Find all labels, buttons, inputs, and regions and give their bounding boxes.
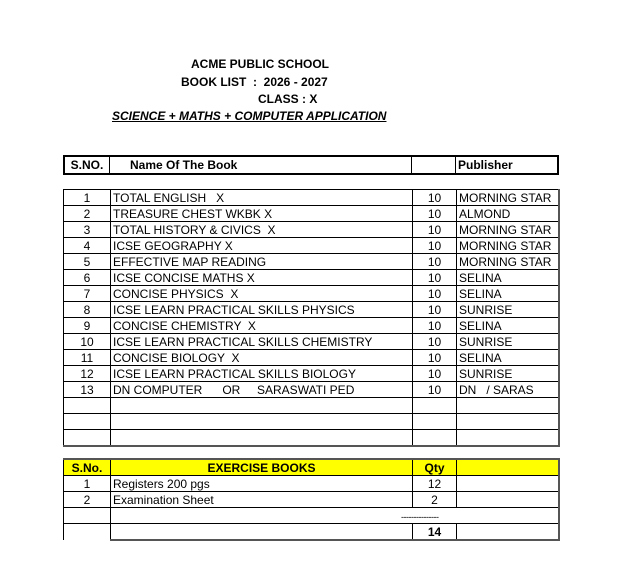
book-row	[64, 254, 560, 270]
book-name	[111, 430, 413, 447]
book-sno: 8	[64, 302, 111, 318]
book-qty: 10	[413, 350, 457, 366]
book-row	[64, 430, 560, 447]
exercise-total-row	[64, 524, 560, 541]
book-row	[64, 190, 560, 206]
book-qty: 10	[413, 382, 457, 398]
book-sno	[64, 430, 111, 447]
book-qty: 10	[413, 366, 457, 382]
book-name: ICSE LEARN PRACTICAL SKILLS CHEMISTRY	[111, 334, 413, 350]
book-row	[64, 350, 560, 366]
book-sno	[64, 398, 111, 414]
book-qty: 10	[413, 318, 457, 334]
book-sno: 6	[64, 270, 111, 286]
exercise-header-row	[64, 459, 560, 476]
book-publisher	[457, 398, 560, 414]
book-publisher	[457, 414, 560, 430]
book-publisher: SELINA	[457, 350, 560, 366]
exercise-extra	[457, 492, 560, 508]
blank-cell	[111, 508, 560, 524]
book-publisher: ALMOND	[457, 206, 560, 222]
book-sno: 11	[64, 350, 111, 366]
book-name: DN COMPUTER OR SARASWATI PED	[111, 382, 413, 398]
blank-cell	[457, 524, 560, 541]
book-qty: 10	[413, 206, 457, 222]
book-row	[64, 318, 560, 334]
exercise-header-sno: S.No.	[64, 459, 111, 476]
book-publisher: MORNING STAR	[457, 190, 560, 206]
exercise-name: Registers 200 pgs	[111, 476, 413, 492]
book-row	[64, 238, 560, 254]
exercise-header-extra	[457, 459, 560, 476]
school-name: ACME PUBLIC SCHOOL	[191, 57, 329, 71]
total-separator-dashes: ---------------	[401, 512, 439, 522]
book-sno	[64, 414, 111, 430]
book-qty	[413, 430, 457, 447]
book-publisher: SUNRISE	[457, 334, 560, 350]
book-list-year: BOOK LIST : 2026 - 2027	[181, 75, 328, 89]
blank-cell	[111, 524, 413, 541]
stream-label: SCIENCE + MATHS + COMPUTER APPLICATION	[112, 109, 387, 123]
book-name: ICSE LEARN PRACTICAL SKILLS BIOLOGY	[111, 366, 413, 382]
book-qty: 10	[413, 238, 457, 254]
exercise-extra	[457, 476, 560, 492]
book-name: CONCISE PHYSICS X	[111, 286, 413, 302]
book-sno: 2	[64, 206, 111, 222]
book-publisher: MORNING STAR	[457, 238, 560, 254]
exercise-sno: 1	[64, 476, 111, 492]
book-publisher: SUNRISE	[457, 366, 560, 382]
book-name: TOTAL ENGLISH X	[111, 190, 413, 206]
book-row	[64, 302, 560, 318]
exercise-name: Examination Sheet	[111, 492, 413, 508]
book-qty	[413, 414, 457, 430]
book-publisher: MORNING STAR	[457, 222, 560, 238]
exercise-separator-row	[64, 508, 560, 524]
exercise-row	[64, 492, 560, 508]
book-row	[64, 222, 560, 238]
book-publisher: SUNRISE	[457, 302, 560, 318]
exercise-header-qty: Qty	[413, 459, 457, 476]
book-qty: 10	[413, 190, 457, 206]
book-publisher: SELINA	[457, 318, 560, 334]
book-publisher	[457, 430, 560, 447]
exercise-header-name: EXERCISE BOOKS	[111, 459, 413, 476]
book-name	[111, 414, 413, 430]
book-qty: 10	[413, 302, 457, 318]
book-publisher: SELINA	[457, 286, 560, 302]
exercise-total: 14	[413, 524, 457, 541]
book-row	[64, 414, 560, 430]
book-qty	[413, 398, 457, 414]
book-sno: 10	[64, 334, 111, 350]
book-name: TOTAL HISTORY & CIVICS X	[111, 222, 413, 238]
book-row	[64, 382, 560, 398]
book-sno: 12	[64, 366, 111, 382]
book-row	[64, 286, 560, 302]
book-qty: 10	[413, 270, 457, 286]
book-sno: 7	[64, 286, 111, 302]
book-sno: 1	[64, 190, 111, 206]
book-name: ICSE CONCISE MATHS X	[111, 270, 413, 286]
book-row	[64, 366, 560, 382]
book-sno: 3	[64, 222, 111, 238]
book-name: ICSE LEARN PRACTICAL SKILLS PHYSICS	[111, 302, 413, 318]
book-name: TREASURE CHEST WKBK X	[111, 206, 413, 222]
book-row	[64, 334, 560, 350]
book-qty: 10	[413, 334, 457, 350]
book-qty: 10	[413, 286, 457, 302]
header-publisher: Publisher	[458, 158, 513, 172]
exercise-row	[64, 476, 560, 492]
book-name: CONCISE CHEMISTRY X	[111, 318, 413, 334]
class-label: CLASS : X	[258, 92, 318, 106]
book-row	[64, 270, 560, 286]
exercise-sno: 2	[64, 492, 111, 508]
book-name: ICSE GEOGRAPHY X	[111, 238, 413, 254]
book-publisher: SELINA	[457, 270, 560, 286]
book-sno: 4	[64, 238, 111, 254]
book-name: EFFECTIVE MAP READING	[111, 254, 413, 270]
book-sno: 9	[64, 318, 111, 334]
book-row	[64, 398, 560, 414]
book-qty: 10	[413, 254, 457, 270]
book-sno: 5	[64, 254, 111, 270]
exercise-books-table	[63, 458, 560, 541]
book-publisher: MORNING STAR	[457, 254, 560, 270]
book-table	[63, 189, 560, 447]
book-table-header	[63, 155, 559, 175]
book-name: CONCISE BIOLOGY X	[111, 350, 413, 366]
exercise-qty: 12	[413, 476, 457, 492]
exercise-qty: 2	[413, 492, 457, 508]
header-sno: S.NO.	[64, 156, 110, 174]
book-row	[64, 206, 560, 222]
book-qty: 10	[413, 222, 457, 238]
book-publisher: DN / SARAS	[457, 382, 560, 398]
book-name	[111, 398, 413, 414]
blank-cell	[64, 524, 111, 541]
header-book-name: Name Of The Book	[110, 156, 412, 174]
blank-cell	[64, 508, 111, 524]
header-qty	[412, 156, 456, 174]
book-sno: 13	[64, 382, 111, 398]
